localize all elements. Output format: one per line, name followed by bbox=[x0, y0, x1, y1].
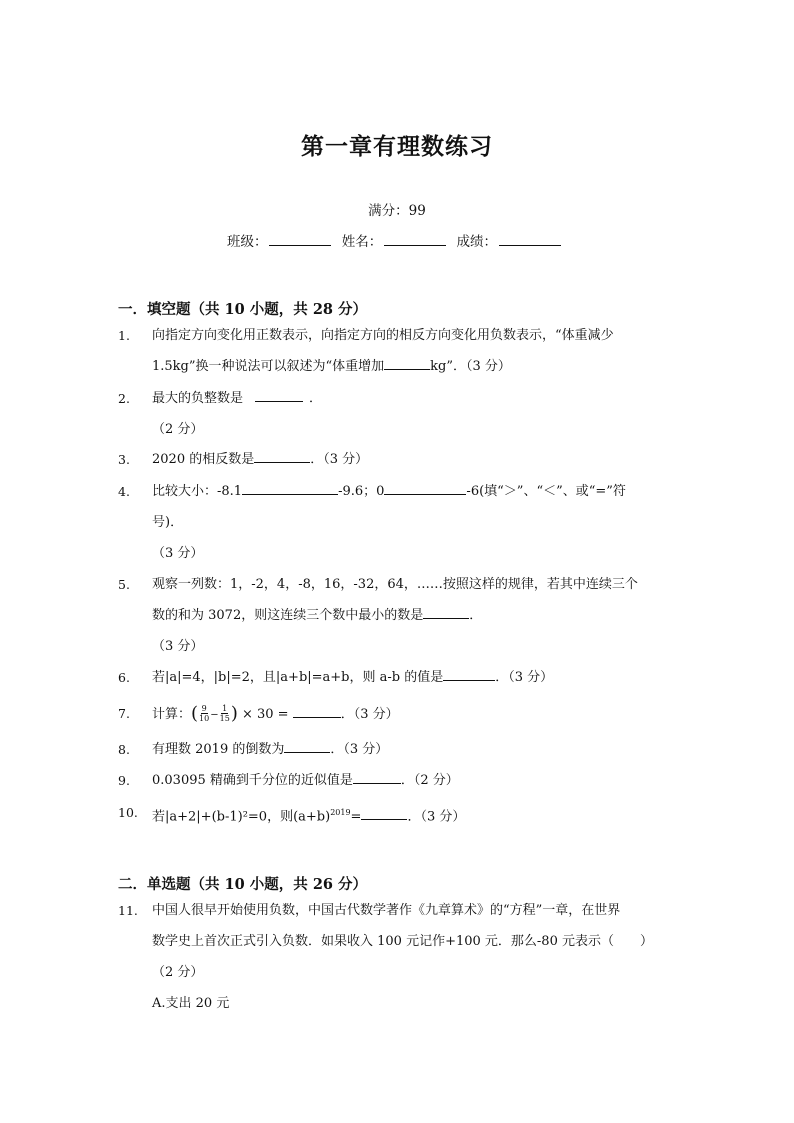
question-3 bbox=[118, 444, 678, 475]
question-text: = bbox=[350, 809, 362, 825]
answer-blank[interactable] bbox=[443, 665, 495, 681]
answer-blank[interactable] bbox=[293, 702, 341, 718]
question-number: 3. bbox=[118, 452, 130, 467]
score-line: 满分：99 bbox=[368, 203, 426, 219]
question-11 bbox=[118, 895, 678, 1019]
question-text: 若|a|=4，|b|=2，且|a+b|=a+b，则 a-b 的值是 bbox=[152, 670, 444, 685]
class-blank[interactable] bbox=[269, 232, 331, 246]
fraction: $\frac{1}{15}$ bbox=[219, 704, 230, 723]
question-text: 数学史上首次正式引入负数．如果收入 100 元记作+100 元．那么-80 元表示（ ） bbox=[152, 934, 653, 949]
question-text: × 30 = bbox=[241, 706, 289, 722]
class-label: 班级： bbox=[226, 234, 268, 250]
question-7 bbox=[118, 698, 678, 729]
question-4 bbox=[118, 476, 678, 569]
question-text: 中国人很早开始使用负数，中国古代数学著作《九章算术》的“方程”一章，在世界 bbox=[152, 903, 621, 918]
question-number: 8. bbox=[118, 742, 130, 757]
question-text: 0.03095 精确到千分位的近似值是 bbox=[152, 773, 353, 788]
name-label: 姓名： bbox=[341, 234, 383, 250]
question-points: （3 分） bbox=[152, 639, 204, 654]
question-points: （2 分） bbox=[152, 422, 204, 437]
question-text: 若|a+2|+(b-1)²=0，则(a+b) bbox=[152, 809, 331, 825]
question-text: 2020 的相反数是 bbox=[152, 452, 255, 467]
question-text: ．（3 分） bbox=[330, 742, 389, 757]
question-5 bbox=[118, 569, 678, 662]
question-text: 数的和为 3072，则这连续三个数中最小的数是 bbox=[152, 608, 424, 623]
question-number: 9. bbox=[118, 773, 130, 788]
question-6 bbox=[118, 662, 678, 693]
section-title-single-choice: 二．单选题（共 10 小题，共 26 分） bbox=[118, 876, 368, 893]
answer-blank[interactable] bbox=[423, 603, 469, 619]
question-text: ．（3 分） bbox=[310, 452, 369, 467]
question-1 bbox=[118, 320, 678, 382]
question-text: 有理数 2019 的倒数为 bbox=[152, 742, 285, 757]
question-text: ． bbox=[309, 391, 323, 406]
question-text: 最大的负整数是 bbox=[152, 391, 244, 406]
fraction: $\frac{9}{10}$ bbox=[199, 704, 210, 723]
question-number: 2. bbox=[118, 391, 130, 406]
answer-blank[interactable] bbox=[384, 354, 430, 370]
question-text: 号)． bbox=[152, 515, 184, 530]
question-text: ．（3 分） bbox=[340, 706, 399, 722]
question-text: 计算： bbox=[152, 706, 192, 722]
answer-blank[interactable] bbox=[353, 768, 401, 784]
question-text: -9.6；0 bbox=[338, 484, 385, 499]
question-points: （2 分） bbox=[152, 965, 204, 980]
question-text: kg”．（3 分） bbox=[430, 359, 511, 374]
question-text: ．（3 分） bbox=[407, 809, 466, 825]
question-text: 1.5kg”换一种说法可以叙述为“体重增加 bbox=[152, 359, 385, 374]
question-text: ． bbox=[469, 608, 483, 623]
question-number: 10. bbox=[118, 805, 138, 820]
question-number: 5. bbox=[118, 577, 130, 592]
question-text: 观察一列数：1，-2，4，-8，16，-32，64，……按照这样的规律，若其中连续三个 bbox=[152, 577, 638, 592]
question-points: （3 分） bbox=[152, 546, 204, 561]
answer-blank[interactable] bbox=[242, 479, 338, 495]
section-title-fill-blank: 一．填空题（共 10 小题，共 28 分） bbox=[118, 301, 368, 318]
name-blank[interactable] bbox=[384, 232, 446, 246]
question-9 bbox=[118, 765, 678, 796]
answer-blank[interactable] bbox=[284, 737, 330, 753]
question-text: ．（3 分） bbox=[495, 670, 554, 685]
grade-label: 成绩： bbox=[456, 234, 498, 250]
answer-blank[interactable] bbox=[255, 386, 303, 402]
question-8 bbox=[118, 734, 678, 765]
question-number: 7. bbox=[118, 706, 130, 721]
question-number: 1. bbox=[118, 328, 130, 343]
question-text: 向指定方向变化用正数表示，向指定方向的相反方向变化用负数表示，“体重减少 bbox=[152, 328, 614, 343]
answer-blank[interactable] bbox=[361, 804, 407, 820]
grade-blank[interactable] bbox=[499, 232, 561, 246]
answer-blank[interactable] bbox=[384, 479, 466, 495]
question-text: 比较大小：-8.1 bbox=[152, 484, 243, 499]
question-text: -6(填“＞”、“＜”、或“=”符 bbox=[466, 484, 626, 499]
fraction-expression: ( $\frac{9}{10}$ − $\frac{1}{15}$ ) bbox=[191, 703, 238, 724]
answer-blank[interactable] bbox=[254, 447, 310, 463]
question-number: 6. bbox=[118, 670, 130, 685]
exponent: 2019 bbox=[330, 808, 351, 817]
page-title: 第一章有理数练习 bbox=[301, 133, 493, 160]
question-2 bbox=[118, 383, 678, 445]
question-text: ．（2 分） bbox=[400, 773, 459, 788]
student-info-line bbox=[0, 230, 794, 250]
option-a[interactable]: A.支出 20 元 bbox=[152, 996, 230, 1011]
question-number: 11. bbox=[118, 903, 138, 918]
question-10 bbox=[118, 797, 678, 828]
question-number: 4. bbox=[118, 484, 130, 499]
